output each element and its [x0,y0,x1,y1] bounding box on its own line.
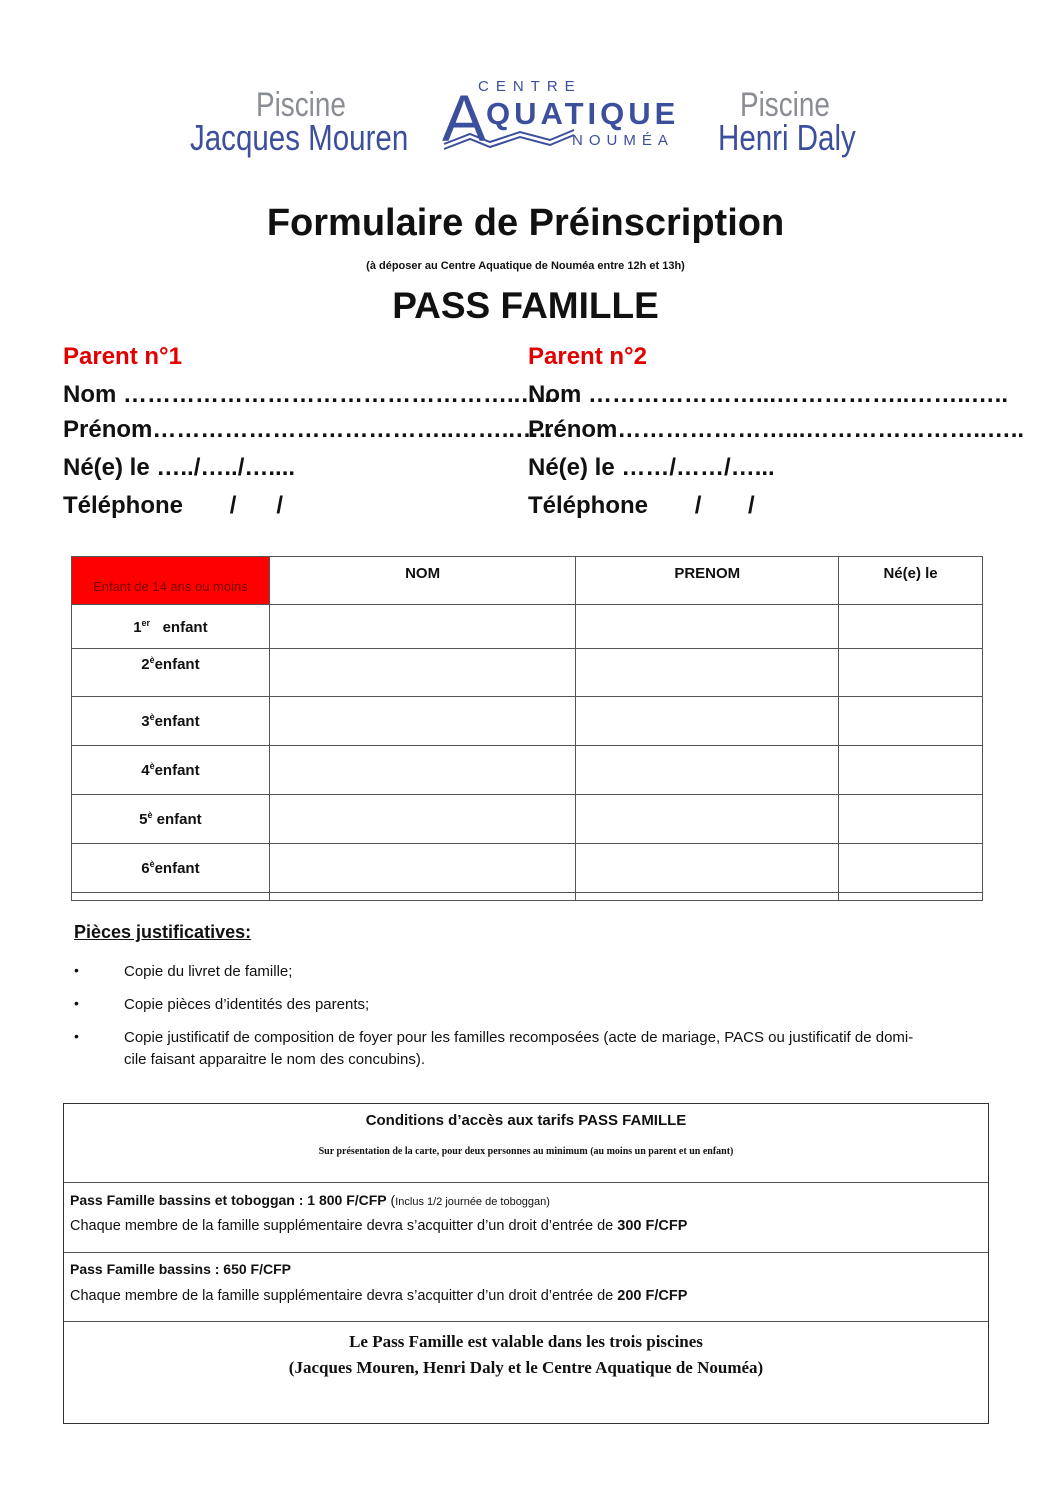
tarif1-line1 [70,1192,550,1208]
divider [64,1252,988,1253]
child-label [72,649,270,697]
child-prenom-cell[interactable] [576,795,839,844]
child-prenom-cell[interactable] [576,844,839,893]
child-label [72,844,270,893]
tarif1-paren: ( [386,1192,396,1208]
logo-right-line1: Piscine [740,86,830,124]
table-row [72,844,983,893]
child-label [72,746,270,795]
tarif1-text: Chaque membre de la famille supplémentaire devra s’acquitter d’un droit d’entrée de [70,1218,618,1234]
empty-cell [72,893,270,901]
child-word: enfant [154,860,200,877]
tarif1-title: Pass Famille bassins et toboggan : 1 800 F/CFP [70,1192,387,1208]
child-nom-cell[interactable] [269,844,576,893]
parent2-prenom-field[interactable]: Prénom…………………...…………………..….. [528,416,1025,443]
parent2-heading: Parent n°2 [528,343,647,370]
child-word: enfant [154,656,200,673]
child-prenom-cell[interactable] [576,649,839,697]
conditions-box [63,1103,989,1424]
child-word: enfant [154,713,200,730]
table-row [72,795,983,844]
child-prenom-cell[interactable] [576,605,839,649]
logo-centre-aquatique [440,76,700,156]
child-word: enfant [162,618,208,636]
piece-item-3: Copie justificatif de composition de foyer pour les familles recomposées (acte de mariage, PACS ou justificatif de domi- [124,1029,914,1046]
child-sup: è [149,761,155,771]
logo-right-line2: Henri Daly [718,117,856,158]
tarif1-line2 [70,1218,687,1234]
child-prenom-cell[interactable] [576,746,839,795]
child-nom-cell[interactable] [269,605,576,649]
pass-famille-title: PASS FAMILLE [392,285,659,326]
child-num: 5 [139,811,148,828]
child-label [72,605,270,649]
parent1-prenom-field[interactable]: Prénom………………………………..……..….. [63,416,553,443]
table-header-row [72,557,983,605]
child-nom-cell[interactable] [269,746,576,795]
tarif2-price: 200 F/CFP [617,1288,688,1304]
child-birthdate-cell[interactable] [839,605,983,649]
logo-center-top: CENTRE [478,78,582,95]
piece-item-2: Copie pièces d’identités des parents; [124,996,370,1013]
header-child-age: Enfant de 14 ans ou moins [72,557,270,605]
table-row-empty [72,893,983,901]
header-prenom: PRENOM [576,557,839,605]
tarif2-text: Chaque membre de la famille supplémentaire devra s’acquitter d’un droit d’entrée de [70,1288,618,1304]
table-row [72,649,983,697]
child-sup: è [149,655,155,665]
empty-cell [576,893,839,901]
page-title: Formulaire de Préinscription [266,202,785,244]
child-birthdate-cell[interactable] [839,844,983,893]
parent1-phone-field[interactable]: Téléphone / / [63,492,284,519]
child-sup: è [147,810,153,820]
tarif2-title: Pass Famille bassins : 650 F/CFP [70,1261,291,1277]
child-sup: è [149,712,155,722]
header-nom: NOM [269,557,576,605]
conditions-footer-2: (Jacques Mouren, Henri Daly et le Centre Aquatique de Nouméa) [288,1358,764,1377]
bullet-icon: • [74,1028,79,1044]
child-birthdate-cell[interactable] [839,649,983,697]
table-row [72,697,983,746]
conditions-title: Conditions d’accès aux tarifs PASS FAMILLE [365,1112,687,1129]
logo-left-line2: Jacques Mouren [190,117,409,158]
table-row [72,605,983,649]
wave-icon [440,128,580,152]
child-birthdate-cell[interactable] [839,795,983,844]
child-num: 6 [141,860,150,877]
empty-cell [839,893,983,901]
child-num: 3 [141,713,150,730]
child-birthdate-cell[interactable] [839,697,983,746]
logo-center-bottom: NOUMÉA [572,132,674,149]
logo-center-initial: A [442,81,487,155]
child-nom-cell[interactable] [269,649,576,697]
page-subtitle: (à déposer au Centre Aquatique de Nouméa entre 12h et 13h) [366,260,685,272]
child-prenom-cell[interactable] [576,697,839,746]
child-label [72,795,270,844]
divider [64,1182,988,1183]
tarif1-price: 300 F/CFP [617,1218,688,1234]
children-table [71,556,983,901]
empty-cell [269,893,576,901]
child-nom-cell[interactable] [269,697,576,746]
child-label [72,697,270,746]
child-num: 1 [133,618,142,636]
child-word: enfant [154,762,200,779]
table-row [72,746,983,795]
child-word: enfant [156,811,202,828]
conditions-note: Sur présentation de la carte, pour deux personnes au minimum (au moins un parent et un enfant) [318,1146,734,1157]
child-num: 4 [141,762,150,779]
child-num: 2 [141,656,150,673]
child-sup: er [141,617,151,628]
tarif1-note: Inclus 1/2 journée de toboggan) [395,1196,550,1208]
pieces-heading: Pièces justificatives: [74,922,252,942]
parent2-birthdate-field[interactable]: Né(e) le ……/……/…... [528,454,775,481]
piece-item-1: Copie du livret de famille; [124,963,293,980]
child-sup: è [149,859,155,869]
conditions-footer-1: Le Pass Famille est valable dans les trois piscines [349,1332,703,1351]
divider [64,1321,988,1322]
piece-item-3-cont: cile faisant apparaitre le nom des concubins). [124,1051,425,1068]
parent1-nom-field[interactable]: Nom …………………………………………..….. [63,381,558,408]
parent2-phone-field[interactable]: Téléphone / / [528,492,755,519]
parent2-nom-field[interactable]: Nom …………………...……………..……..….. [528,381,1009,408]
logo-left-line1: Piscine [256,86,346,124]
header-birthdate: Né(e) le [839,557,983,605]
bullet-icon: • [74,995,79,1011]
child-birthdate-cell[interactable] [839,746,983,795]
tarif2-line2 [70,1288,687,1304]
child-nom-cell[interactable] [269,795,576,844]
parent1-birthdate-field[interactable]: Né(e) le …../…../….... [63,454,296,481]
parent1-heading: Parent n°1 [63,343,182,370]
logo-center-main: QUATIQUE [486,96,680,131]
bullet-icon: • [74,962,79,978]
